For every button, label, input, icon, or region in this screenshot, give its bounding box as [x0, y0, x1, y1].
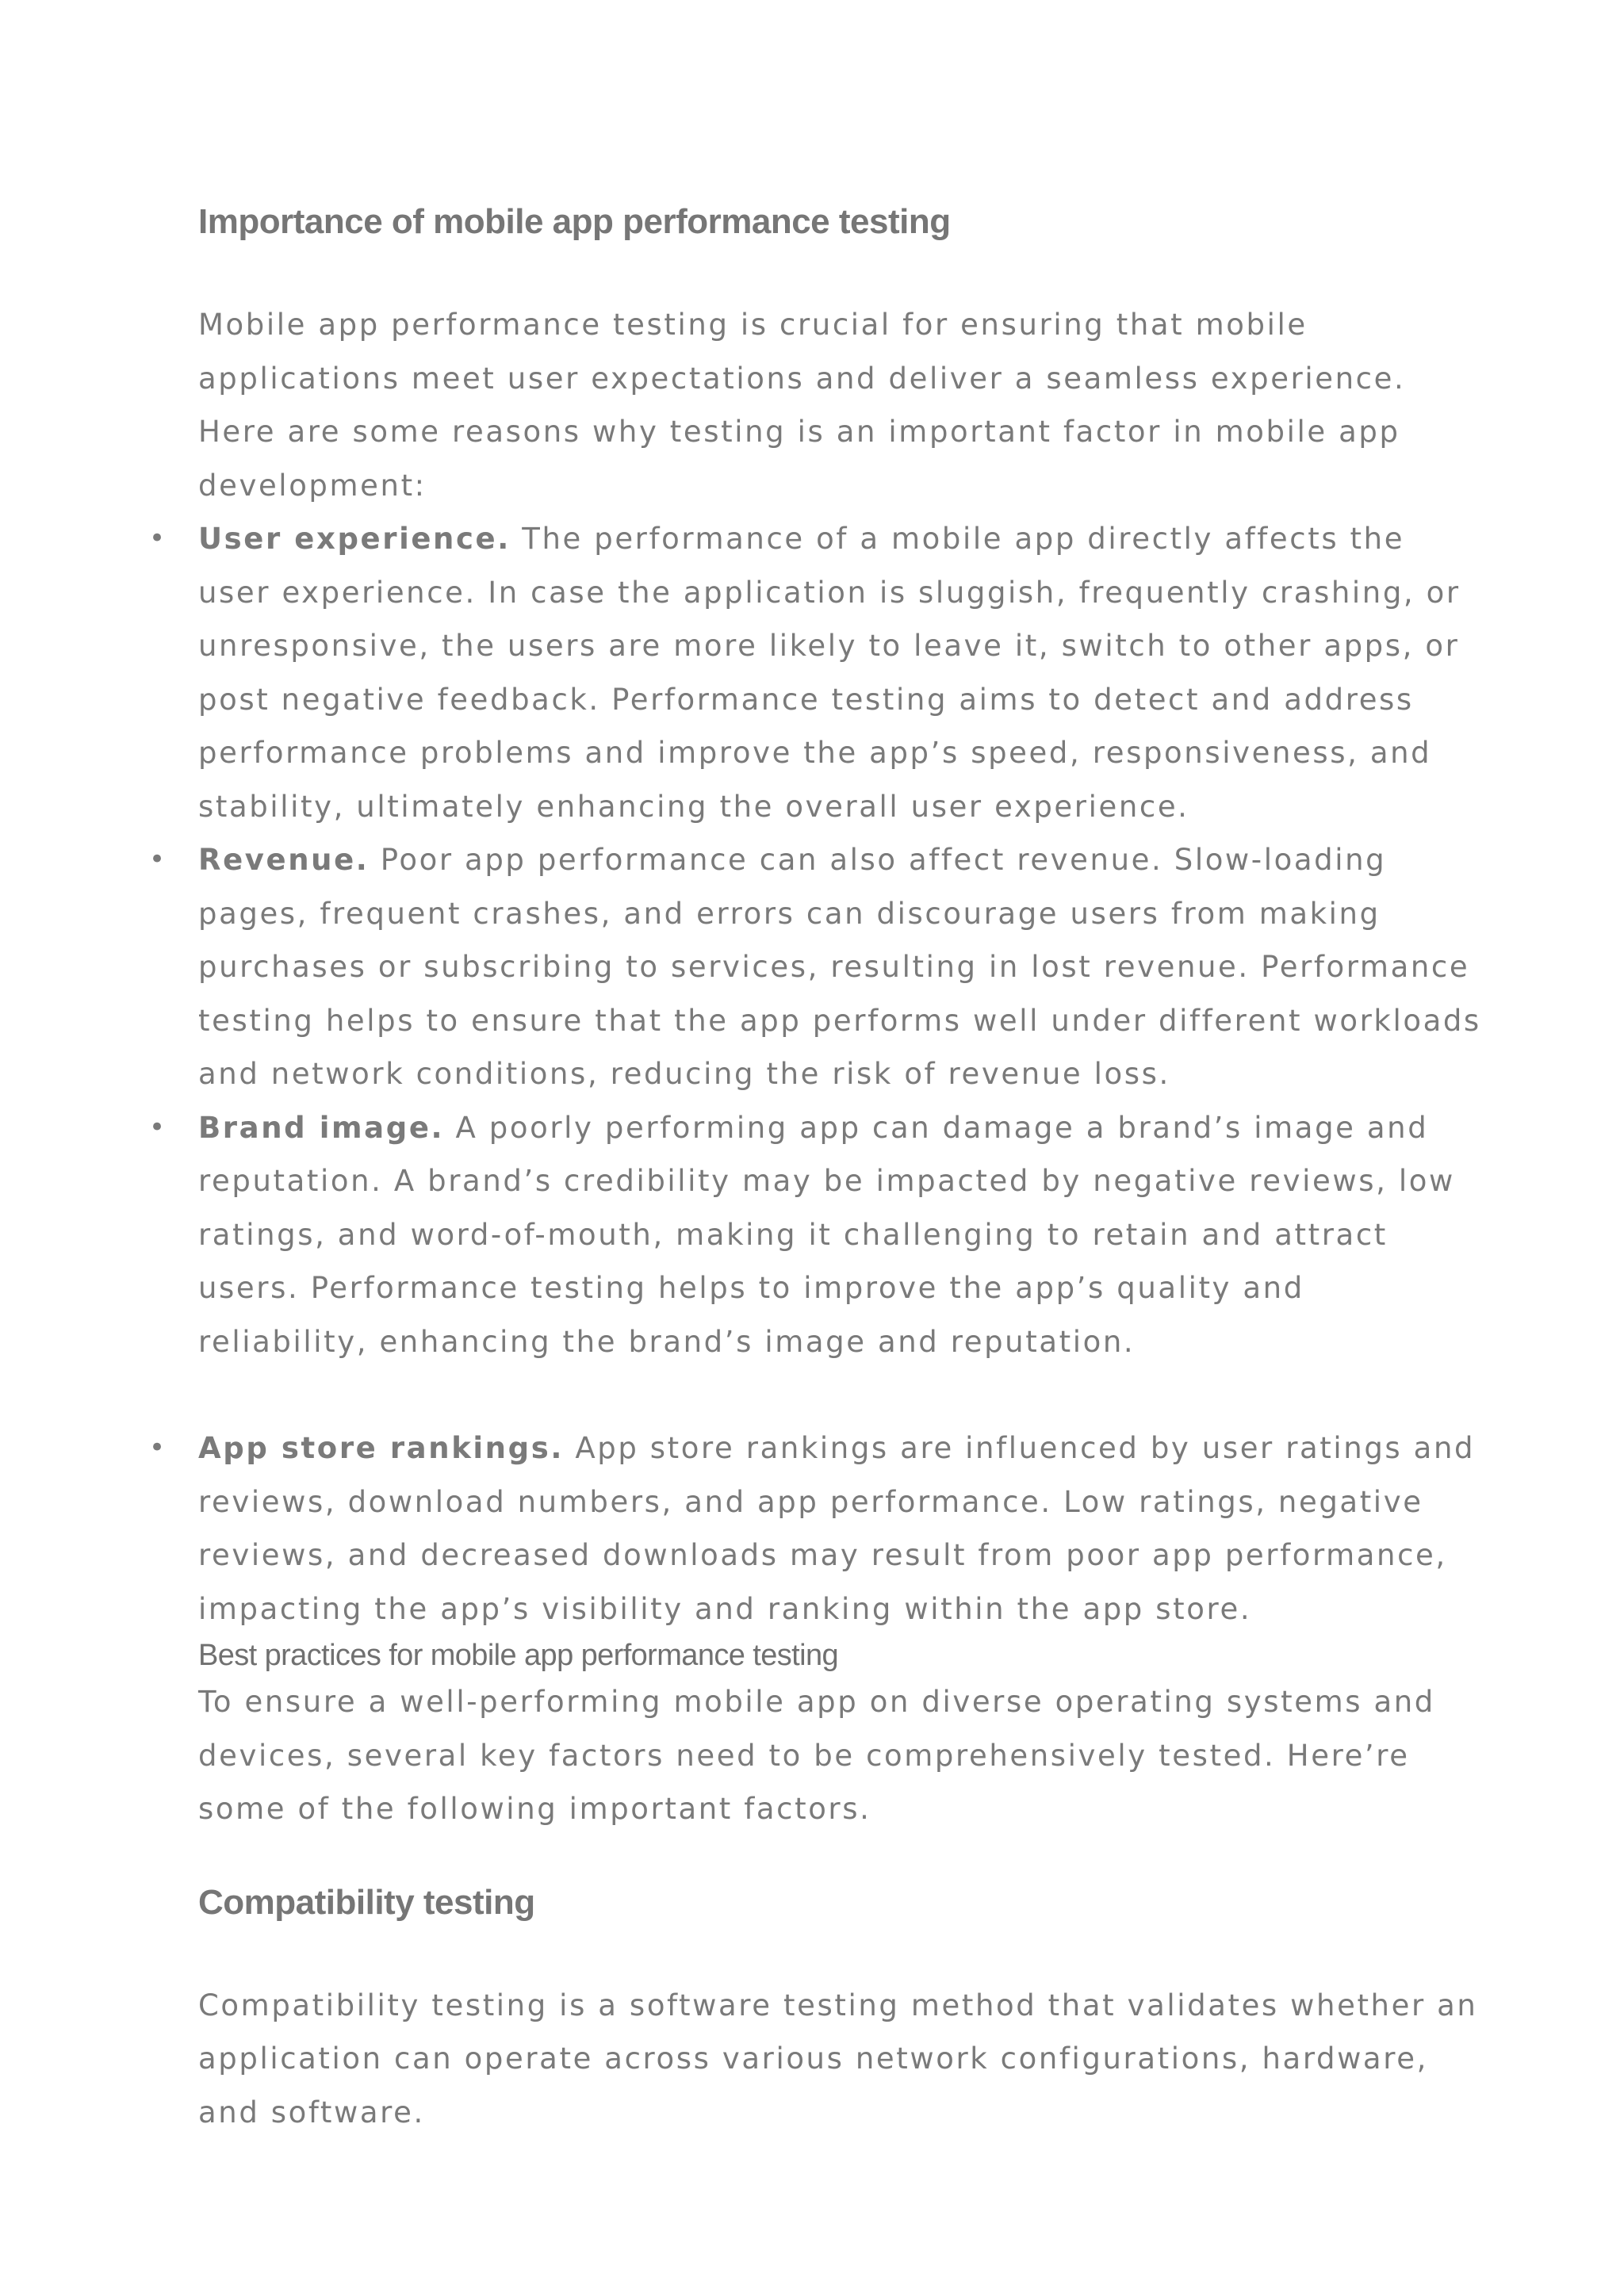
bullet-icon: • — [149, 844, 166, 875]
section-heading-compatibility: Compatibility testing — [198, 1882, 535, 1922]
compatibility-paragraph: Compatibility testing is a software testing method that validates whether an application can operate across various network configurations, hardware, and software. — [198, 1988, 1478, 2130]
section-heading-importance: Importance of mobile app performance testing — [198, 202, 951, 241]
bullet-icon: • — [149, 1111, 166, 1143]
list-item-text: The performance of a mobile app directly affects the user experience. In case the application is sluggish, frequently crashing, or unresponsive, the users are more likely to leave it, switch to other apps, or post negative feedback. Performance testing aims to detect and address performance problems and improve the app’s speed, responsiveness, and stability, ultimately enhancing the overall user experience. — [198, 522, 1461, 824]
list-item-revenue — [149, 833, 1483, 1101]
best-practices-paragraph: To ensure a well-performing mobile app on diverse operating systems and devices, several key factors need to be comprehensively tested. Here’re some of the following important factors. — [198, 1685, 1435, 1826]
list-item-lead: Revenue. — [198, 843, 370, 877]
reasons-list — [149, 512, 1483, 1636]
intro-paragraph: Mobile app performance testing is crucial for ensuring that mobile applications meet user expectations and deliver a seamless experience. Here are some reasons why testing is an important factor in mobile app development: — [198, 308, 1406, 503]
list-item-app-store-rankings — [149, 1422, 1483, 1636]
list-item-lead: App store rankings. — [198, 1431, 564, 1465]
document-content — [149, 190, 1483, 2139]
list-item-lead: Brand image. — [198, 1110, 445, 1145]
list-item-brand-image — [149, 1101, 1483, 1369]
list-item-user-experience — [149, 512, 1483, 833]
bullet-icon: • — [149, 1432, 166, 1464]
list-item-text: App store rankings are influenced by user ratings and reviews, download numbers, and app performance. Low ratings, negative reviews, and decreased downloads may result from poor app performance, impacting the app’s visibility and ranking within the app store. — [198, 1431, 1476, 1626]
list-item-text: Poor app performance can also affect revenue. Slow-loading pages, frequent crashes, and errors can discourage users from making purchases or subscribing to services, resulting in lost revenue. Performance testing helps to ensure that the app performs well under different workloads and network conditions, reducing the risk of revenue loss. — [198, 843, 1481, 1091]
list-item-text: A poorly performing app can damage a brand’s image and reputation. A brand’s credibility may be impacted by negative reviews, low ratings, and word-of-mouth, making it challenging to retain and attract users. Performance testing helps to improve the app’s quality and reliability, enhancing the brand’s image and reputation. — [198, 1110, 1455, 1359]
list-item-lead: User experience. — [198, 522, 511, 556]
best-practices-heading: Best practices for mobile app performance testing — [198, 1639, 839, 1672]
bullet-icon: • — [149, 522, 166, 554]
